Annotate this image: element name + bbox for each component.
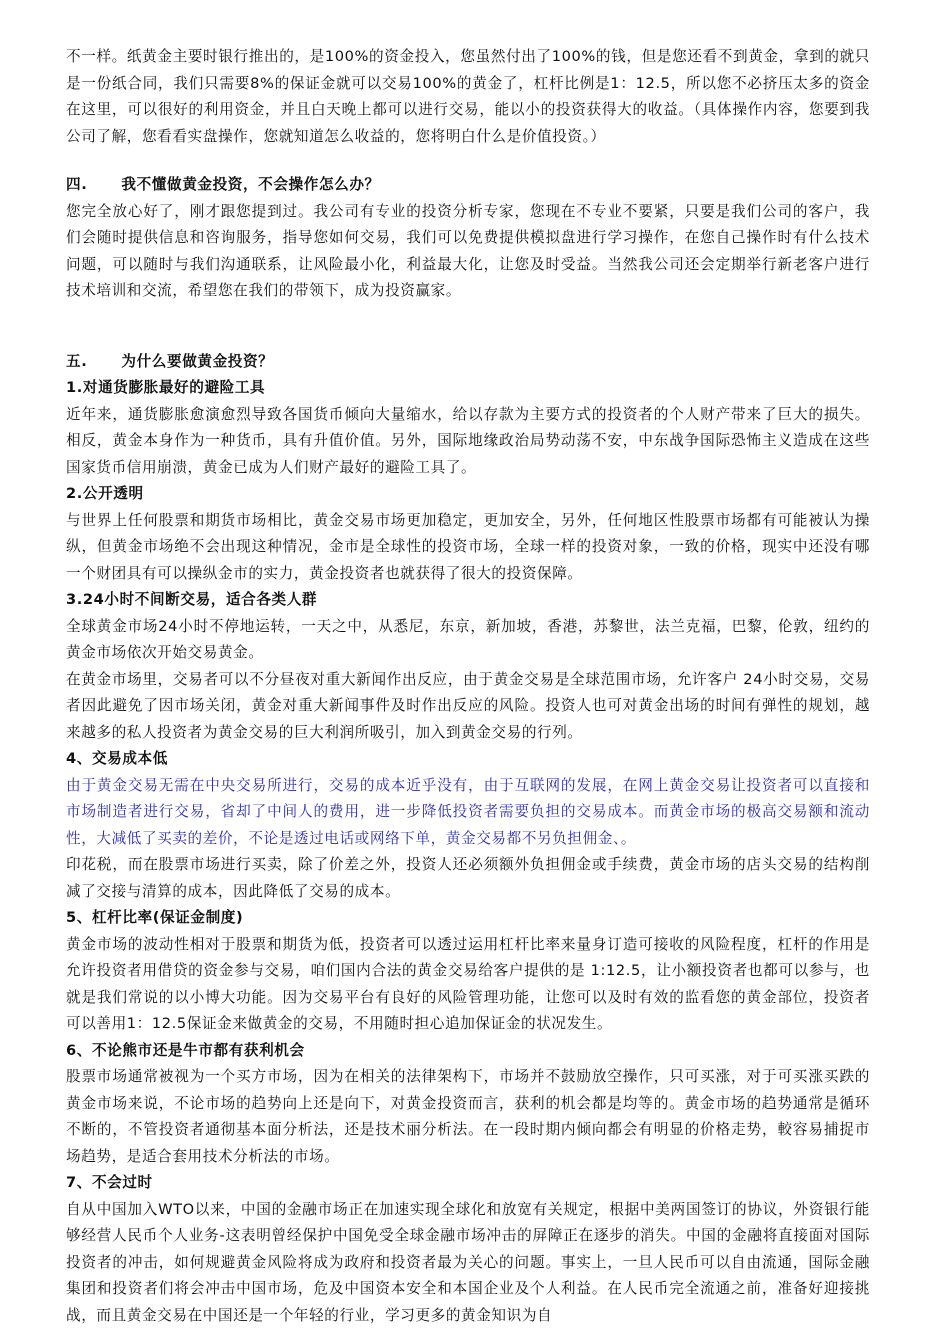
item-3-paragraph-2: 在黄金市场里，交易者可以不分昼夜对重大新闻作出反应，由于黄金交易是全球范围市场，允许客户 24小时交易，交易者因此避免了因市场关闭，黄金对重大新闻事件及时作出反应的风险。投资人也可对黄金出场的时间有弹性的规划，越来越多的私人投资者为黄金交易的巨大利润所吸引，加入到黄金交易的行列。 bbox=[66, 670, 870, 741]
item-3-title: 3.24小时不间断交易，适合各类人群 bbox=[66, 591, 318, 608]
item-2-title: 2.公开透明 bbox=[66, 485, 144, 502]
item-2-paragraph: 与世界上任何股票和期货市场相比，黄金交易市场更加稳定，更加安全，另外，任何地区性股票市场都有可能被认为操纵，但黄金市场绝不会出现这种情况，金市是全球性的投资市场，全球一样的投资对象，一致的价格，现实中还没有哪一个财团具有可以操纵金市的实力，黄金投资者也就获得了很大的投资保障。 bbox=[66, 511, 870, 582]
intro-paragraph: 不一样。纸黄金主要时银行推出的，是100%的资金投入，您虽然付出了100%的钱，但是您还看不到黄金，拿到的就只是一份纸合同，我们只需要8%的保证金就可以交易100%的黄金了，杠杆比例是1：12.5，所以您不必挤压太多的资金在这里，可以很好的利用资金，并且白天晚上都可以进行交易，能以小的投资获得大的收益。（具体操作内容，您要到我公司了解，您看看实盘操作，您就知道怎么收益的，您将明白什么是价值投资。） bbox=[66, 48, 870, 145]
item-5-title: 5、杠杆比率(保证金制度) bbox=[66, 909, 244, 926]
item-4-title: 4、交易成本低 bbox=[66, 750, 168, 767]
item-6-title: 6、不论熊市还是牛市都有获利机会 bbox=[66, 1041, 305, 1059]
item-5-paragraph: 黄金市场的波动性相对于股票和期货为低，投资者可以透过运用杠杆比率来量身订造可接收的风险程度，杠杆的作用是允许投资者用借贷的资金参与交易，咱们国内合法的黄金交易给客户提供的是 1:12.5，让小额投资者也都可以参与，也就是我们常说的以小博大功能。因为交易平台有良好的风险管理功能，让您可以及时有效的监看您的黄金部位，投资者可以善用1：12.5保证金来做黄金的交易，不用随时担心追加保证金的状况发生。 bbox=[66, 935, 870, 1032]
item-7-paragraph: 自从中国加入WTO以来，中国的金融市场正在加速实现全球化和放宽有关规定，根据中美两国签订的协议，外资银行能够经营人民币个人业务-这表明曾经保护中国免受全球金融市场冲击的屏障正在逐步的消失。中国的金融将直接面对国际投资者的冲击，如何规避黄金风险将成为政府和投资者最为关心的问题。事实上，一旦人民币可以自由流通，国际金融集团和投资者们将会冲击中国市场，危及中国资本安全和本国企业及个人利益。在人民币完全流通之前，准备好迎接挑战，而且黄金交易在中国还是一个年轻的行业，学习更多的黄金知识为自 bbox=[66, 1200, 870, 1324]
item-4-paragraph: 印花税，而在股票市场进行买卖，除了价差之外，投资人还必须额外负担佣金或手续费，黄金市场的店头交易的结构削减了交接与清算的成本，因此降低了交易的成本。 bbox=[66, 856, 870, 900]
item-1-paragraph: 近年来，通货膨胀愈演愈烈导致各国货币倾向大量缩水，给以存款为主要方式的投资者的个人财产带来了巨大的损失。相反，黄金本身作为一种货币，具有升值价值。另外，国际地缘政治局势动荡不安，中东战争国际恐怖主义造成在这些国家货币信用崩溃，黄金已成为人们财产最好的避险工具了。 bbox=[66, 405, 870, 476]
section-5-title: 五. 为什么要做黄金投资？ bbox=[66, 352, 274, 370]
item-1-title: 1.对通货膨胀最好的避险工具 bbox=[66, 379, 266, 396]
section-4-body: 您完全放心好了，刚才跟您提到过。我公司有专业的投资分析专家，您现在不专业不要紧，只要是我们公司的客户，我们会随时提供信息和咨询服务，指导您如何交易，我们可以免费提供模拟盘进行学习操作，在您自己操作时有什么技术问题，可以随时与我们沟通联系，让风险最小化，利益最大化，让您及时受益。当然我公司还会定期举行新老客户进行技术培训和交流，希望您在我们的带领下，成为投资赢家。 bbox=[66, 202, 870, 299]
item-6-paragraph: 股票市场通常被视为一个买方市场，因为在相关的法律架构下，市场并不鼓励放空操作，只可买涨，对于可买涨买跌的黄金市场来说，不论市场的趋势向上还是向下，对黄金投资而言，获利的机会都是均等的。黄金市场的趋势通常是循环不断的，不管投资者通彻基本面分析法，还是技术丽分析法。在一段时期内倾向都会有明显的价格走势，較容易捕捉市场趋势，是适合套用技术分析法的市场。 bbox=[66, 1068, 870, 1165]
item-7-title: 7、不会过时 bbox=[66, 1174, 153, 1191]
item-4-blue-paragraph: 由于黄金交易无需在中央交易所进行，交易的成本近乎没有，由于互联网的发展，在网上黄金交易让投资者可以直接和市场制造者进行交易，省却了中间人的费用，进一步降低投资者需要负担的交易成本。而黄金市场的极高交易额和流动性，大减低了买卖的差价，不论是透过电话或网络下单，黄金交易都不另负担佣金、。 bbox=[66, 776, 870, 847]
section-4-title: 四. 我不懂做黄金投资，不会操作怎么办？ bbox=[66, 176, 380, 193]
item-3-paragraph-1: 全球黄金市场24小时不停地运转，一天之中，从悉尼，东京，新加坡，香港，苏黎世，法兰克福，巴黎，伦敦，纽约的黄金市场依次开始交易黄金。 bbox=[66, 617, 870, 661]
